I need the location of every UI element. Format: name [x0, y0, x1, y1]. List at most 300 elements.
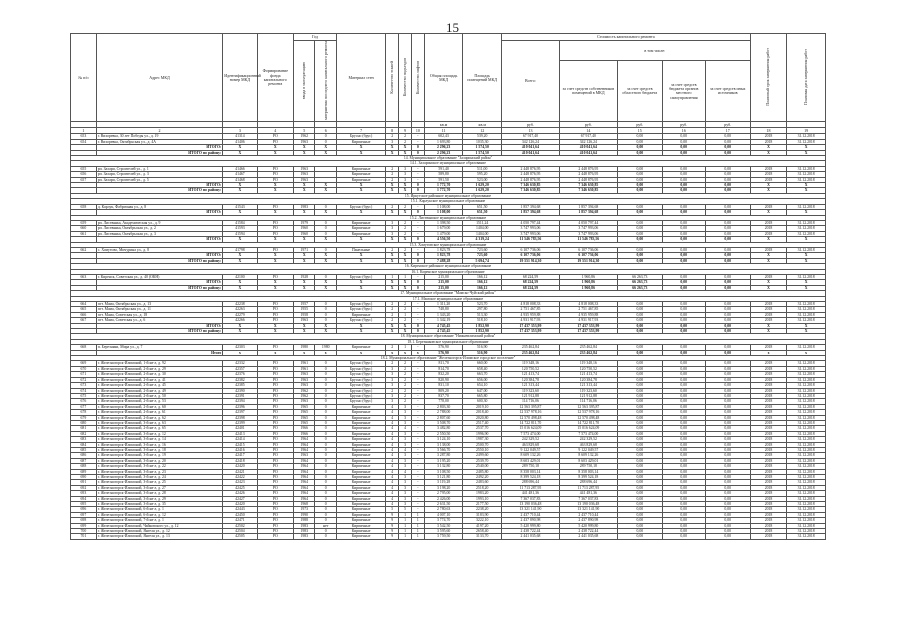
table-cell: 342 126,24	[502, 139, 560, 144]
table-cell: РО	[257, 139, 293, 144]
table-cell: X	[315, 258, 336, 263]
table-cell: ИТОГО:	[96, 253, 223, 258]
table-cell: 0,00	[662, 529, 705, 534]
table-cell: 0,00	[662, 415, 705, 420]
table-cell: рп. Листвянка, Академическая ул., д. 9	[96, 220, 223, 225]
table-cell: 1963	[294, 399, 315, 404]
table-cell: 698	[71, 518, 97, 523]
table-cell: 121 313,44	[559, 383, 617, 388]
table-cell: 0,00	[617, 150, 662, 155]
table-cell: 2018	[750, 447, 786, 452]
table-cell: 3	[386, 139, 399, 144]
table-cell: Кирпичные	[336, 502, 385, 507]
table-cell: 0,00	[705, 507, 750, 512]
table-cell: X	[294, 145, 315, 150]
table-cell: X	[223, 183, 257, 188]
table-cell: 1 629,20	[463, 183, 502, 188]
table-cell: X	[399, 285, 412, 290]
table-cell: 1 823,78	[424, 247, 463, 252]
table-cell: X	[336, 285, 385, 290]
table-cell: 4 935 959,88	[559, 312, 617, 317]
table-cell: РО	[257, 491, 293, 496]
table-cell: 673	[71, 383, 97, 388]
table-cell: ИТОГО:	[96, 237, 223, 242]
table-cell: 2018	[750, 388, 786, 393]
table-cell: 2	[399, 220, 412, 225]
table-cell: 121 912,88	[502, 393, 560, 398]
table-cell: 0,00	[662, 204, 705, 209]
table-cell: 3222,10	[463, 518, 502, 523]
table-cell: 0,00	[662, 166, 705, 171]
table-cell: пгт. Мама, Советская ул., д. 18	[96, 312, 223, 317]
table-cell: -	[411, 507, 424, 512]
table-cell: РО	[257, 458, 293, 463]
table-cell: 31.12.2018	[787, 529, 826, 534]
table-cell: руб.	[662, 122, 705, 128]
table-cell: 2020,80	[463, 415, 502, 420]
table-cell: -	[411, 361, 424, 366]
table-cell: 14 722 811,70	[502, 420, 560, 425]
table-cell: 658,40	[463, 366, 502, 371]
table-cell: 647,00	[463, 388, 502, 393]
table-cell: 2 438 722,44	[502, 529, 560, 534]
table-cell: 0,00	[662, 274, 705, 279]
table-cell: 9	[386, 512, 399, 517]
table-cell: X	[399, 323, 412, 328]
table-cell: 0,00	[662, 507, 705, 512]
table-cell: 723,60	[463, 247, 502, 252]
table-cell: 41798	[223, 247, 257, 252]
table-cell: 4	[386, 475, 399, 480]
table-cell: 3 595,60	[424, 529, 463, 534]
table-cell: 1993,10	[463, 496, 502, 501]
table-cell: Брусно (брус)	[336, 388, 385, 393]
table-cell: 656,00	[463, 377, 502, 382]
table-cell: 2018	[750, 496, 786, 501]
table-cell: 1983	[294, 523, 315, 528]
table-cell: РО	[257, 318, 293, 323]
table-cell: 410 041,64	[502, 145, 560, 150]
table-cell: 0,00	[617, 475, 662, 480]
table-cell: 3 566,70	[424, 447, 463, 452]
table-cell: X	[257, 237, 293, 242]
table-cell: Кирпичные	[336, 437, 385, 442]
table-cell: 699	[71, 523, 97, 528]
table-cell: X	[787, 285, 826, 290]
table-cell: х	[750, 350, 786, 355]
table-cell: 694	[71, 496, 97, 501]
table-cell: 0,00	[617, 512, 662, 517]
table-cell: 31.12.2018	[787, 496, 826, 501]
table-cell: 1	[386, 274, 399, 279]
table-cell: Кирпичные	[336, 475, 385, 480]
table-cell: 31.12.2018	[787, 318, 826, 323]
table-cell: 1964	[294, 475, 315, 480]
table-cell: 0,00	[705, 134, 750, 139]
table-cell: 0,00	[617, 426, 662, 431]
table-cell: X	[399, 258, 412, 263]
table-cell: 8 358 003,14	[502, 469, 560, 474]
table-cell: 1971	[294, 247, 315, 252]
table-cell: 0,00	[617, 523, 662, 528]
table-cell: 0,00	[617, 312, 662, 317]
table-cell: 6 107 736,06	[559, 247, 617, 252]
table-cell: X	[787, 253, 826, 258]
table-cell: 0,00	[662, 404, 705, 409]
table-cell: 2 441 035,68	[502, 534, 560, 539]
table-cell: 0,00	[662, 534, 705, 539]
table-cell: 41594	[223, 231, 257, 236]
table-cell: Брусно (брус)	[336, 302, 385, 307]
table-cell: 42443	[223, 507, 257, 512]
table-cell: 42471	[223, 518, 257, 523]
table-cell: 42394	[223, 399, 257, 404]
table-cell: 0	[315, 475, 336, 480]
table-cell: 42417	[223, 453, 257, 458]
table-cell: 2018	[750, 226, 786, 231]
table-cell: 2 448 876,95	[502, 172, 560, 177]
table-cell: 688	[71, 464, 97, 469]
table-cell: 410 041,64	[559, 145, 617, 150]
header-cost: Стоимость капитального ремонта	[502, 34, 751, 41]
table-cell: 114 716,06	[502, 399, 560, 404]
table-cell: -	[411, 377, 424, 382]
table-cell: -	[411, 139, 424, 144]
table-cell: 0,00	[705, 226, 750, 231]
table-cell: г. Железногорск-Илимский, 3-й кв-л, д. 16	[96, 442, 223, 447]
table-cell: 1964	[294, 458, 315, 463]
table-cell: X	[386, 210, 399, 215]
table-cell: 2	[386, 166, 399, 171]
header-incl: в том числе:	[559, 41, 750, 61]
table-cell: 0,00	[617, 485, 662, 490]
table-cell: г. Железногорск-Илимский, 3-й кв-л, д. 12	[96, 431, 223, 436]
table-cell: 2483,60	[463, 480, 502, 485]
table-cell: 8 399 524,18	[559, 475, 617, 480]
table-cell: 660	[71, 226, 97, 231]
table-cell: г. Железногорск-Илимский, 3-й кв-л, д. 19	[96, 453, 223, 458]
table-cell: X	[750, 150, 786, 155]
table-cell: 289 750,18	[559, 464, 617, 469]
table-cell: 5	[386, 507, 399, 512]
table-cell: 0,00	[705, 366, 750, 371]
table-cell: 31.12.2018	[787, 399, 826, 404]
table-cell: 0,00	[617, 372, 662, 377]
table-cell: 2517,40	[463, 420, 502, 425]
table-cell: 2	[399, 134, 412, 139]
table-cell: 576,90	[424, 345, 463, 350]
table-cell: 2539,70	[463, 458, 502, 463]
table-cell: 654	[71, 139, 97, 144]
table-cell: X	[336, 145, 385, 150]
table-cell: -	[411, 204, 424, 209]
table-cell: 3	[399, 415, 412, 420]
table-cell: 0,00	[705, 210, 750, 215]
table-cell: 2018	[750, 274, 786, 279]
table-cell: 0	[315, 220, 336, 225]
table-cell: 166,12	[463, 274, 502, 279]
table-cell: X	[294, 258, 315, 263]
table-cell: 3 508,70	[424, 420, 463, 425]
table-cell: 0,00	[705, 139, 750, 144]
table-cell: X	[399, 253, 412, 258]
table-cell: 42421	[223, 469, 257, 474]
table-cell: 17 437 353,99	[502, 329, 560, 334]
table-cell: 1 343,20	[424, 312, 463, 317]
table-cell: 2	[386, 318, 399, 323]
table-cell: 2177,50	[463, 502, 502, 507]
table-cell: 1	[411, 518, 424, 523]
table-cell: 2	[399, 372, 412, 377]
table-cell: 2492,20	[463, 475, 502, 480]
table-cell: X	[399, 183, 412, 188]
table-cell: Брусно (брус)	[336, 393, 385, 398]
table-cell: X	[399, 237, 412, 242]
table-cell: 0	[315, 399, 336, 404]
table-cell: 2	[399, 393, 412, 398]
table-cell: 121 413,74	[502, 372, 560, 377]
page-number: 15	[446, 20, 459, 35]
table-cell: -	[411, 372, 424, 377]
table-cell: 1983,20	[463, 491, 502, 496]
table-cell: 0,00	[617, 415, 662, 420]
section-title: 17. Муниципальное образование "Мамско-Чуйский район"	[71, 291, 826, 296]
table-cell: 1 960,86	[559, 280, 617, 285]
table-cell: Кирпичные	[336, 345, 385, 350]
table-cell: 0,00	[705, 480, 750, 485]
table-cell: 1966	[294, 426, 315, 431]
table-cell: 11 546 783,56	[502, 237, 560, 242]
table-cell: Брусно (брус)	[336, 134, 385, 139]
table-cell: РО	[257, 231, 293, 236]
table-cell: 3	[386, 366, 399, 371]
table-cell: 3 195,20	[424, 458, 463, 463]
table-cell: 0,00	[705, 280, 750, 285]
table-cell: 0,00	[705, 437, 750, 442]
table-cell: 1	[411, 529, 424, 534]
header-entrances: Количество подъездов	[399, 34, 412, 122]
table-cell: г. Железногорск-Илимский, 2-й кв-л, д. 49	[96, 388, 223, 393]
table-cell: 2018	[750, 372, 786, 377]
table-cell: 0	[315, 431, 336, 436]
table-cell: РО	[257, 312, 293, 317]
table-cell: РО	[257, 426, 293, 431]
table-cell: 0,00	[662, 258, 705, 263]
table-cell: 120 384,78	[559, 377, 617, 382]
table-cell: х	[787, 350, 826, 355]
header-material: Материал стен	[336, 34, 385, 122]
table-cell: 31.12.2018	[787, 312, 826, 317]
table-cell: X	[257, 323, 293, 328]
table-cell: 0,00	[705, 172, 750, 177]
table-cell: 3 138,00	[424, 442, 463, 447]
table-cell: 31.12.2018	[787, 388, 826, 393]
table-cell: X	[336, 323, 385, 328]
table-cell: 31.12.2018	[787, 177, 826, 182]
table-cell: 42505	[223, 534, 257, 539]
table-cell: 31.12.2018	[787, 431, 826, 436]
table-cell: 3 198,20	[424, 485, 463, 490]
table-cell: Кирпичные	[336, 447, 385, 452]
table-cell: 31.12.2018	[787, 410, 826, 415]
table-cell: 0,00	[662, 496, 705, 501]
table-cell: 1990	[294, 512, 315, 517]
table-cell: 1 679,00	[424, 226, 463, 231]
table-cell: 1404,00	[463, 226, 502, 231]
table-cell: 4 556,50	[424, 237, 463, 242]
table-cell: 1511,24	[463, 220, 502, 225]
table-cell: 13 190 036,48	[502, 502, 560, 507]
table-cell: 17 437 353,99	[502, 323, 560, 328]
table-cell: 1983	[294, 534, 315, 539]
table-cell: 2	[399, 139, 412, 144]
header-total: Всего:	[502, 41, 560, 122]
table-cell: 0,00	[617, 388, 662, 393]
table-cell: 42415	[223, 442, 257, 447]
table-cell: -	[411, 442, 424, 447]
table-cell: -	[411, 345, 424, 350]
table-cell: 3	[399, 475, 412, 480]
table-cell: 1980	[294, 345, 315, 350]
table-cell: 68 224,59	[502, 285, 560, 290]
table-cell: Брусно (брус)	[336, 377, 385, 382]
table-cell: 11 546 783,56	[559, 237, 617, 242]
table-cell: г. Железногорск-Илимский, 2-й кв-л, д. 62	[96, 415, 223, 420]
table-cell: РО	[257, 302, 293, 307]
table-cell: 2	[386, 134, 399, 139]
table-cell: 690	[71, 475, 97, 480]
table-cell: 1964	[294, 485, 315, 490]
table-cell: 675	[71, 393, 97, 398]
table-cell: 0,00	[662, 437, 705, 442]
table-cell: 651,50	[463, 204, 502, 209]
table-cell: 42332	[223, 361, 257, 366]
table-cell: X	[294, 285, 315, 290]
table-cell: 8 358 003,14	[559, 469, 617, 474]
table-cell: 670	[71, 366, 97, 371]
table-cell: -	[411, 274, 424, 279]
table-cell: 289 750,18	[502, 464, 560, 469]
table-cell: 589,80	[424, 172, 463, 177]
table-cell: 2 780,63	[424, 507, 463, 512]
table-cell: 0	[315, 447, 336, 452]
table-cell: 3 542,50	[424, 523, 463, 528]
table-cell: 692	[71, 485, 97, 490]
table-cell: 0	[315, 502, 336, 507]
table-cell: 0,00	[705, 491, 750, 496]
table-cell: 4	[386, 420, 399, 425]
table-cell: 0,00	[662, 388, 705, 393]
table-cell: 3	[399, 172, 412, 177]
table-cell: X	[223, 285, 257, 290]
table-cell: 2018	[750, 361, 786, 366]
table-cell: 2 448 876,95	[559, 177, 617, 182]
table-cell: 1964	[294, 480, 315, 485]
table-cell: 10	[411, 128, 424, 134]
table-cell: рп. Листвянка, Октябрьская ул., д. 3	[96, 231, 223, 236]
table-cell: 0,00	[617, 172, 662, 177]
table-cell: РО	[257, 377, 293, 382]
table-cell: 41314	[223, 134, 257, 139]
table-cell: 0,00	[662, 323, 705, 328]
table-cell: Кирпичные	[336, 512, 385, 517]
table-cell: 1963	[294, 172, 315, 177]
table-cell: 0,00	[705, 318, 750, 323]
header-other: за счет средств иных источников	[705, 61, 750, 122]
table-cell: 13 321 141,90	[502, 507, 560, 512]
table-cell: Итого	[96, 350, 223, 355]
table-cell: 2018	[750, 453, 786, 458]
table-cell: 0	[315, 420, 336, 425]
table-cell: 814,70	[424, 366, 463, 371]
table-cell: 0	[315, 534, 336, 539]
table-cell: 1962	[294, 388, 315, 393]
table-cell: 2540,00	[463, 464, 502, 469]
table-cell: X	[336, 237, 385, 242]
table-cell: -	[411, 437, 424, 442]
table-cell: 4	[386, 410, 399, 415]
table-cell: 1 852,90	[463, 329, 502, 334]
table-cell: 0,00	[617, 458, 662, 463]
table-cell: рп. Залари, Строителей ул., д. 5	[96, 177, 223, 182]
table-cell: 2018	[750, 480, 786, 485]
table-cell: 0,00	[705, 204, 750, 209]
table-cell: 120 750,52	[502, 366, 560, 371]
table-cell: 215,00	[424, 274, 463, 279]
table-cell: 2 751 467,85	[502, 307, 560, 312]
table-cell: 31.12.2018	[787, 377, 826, 382]
table-cell: кв.м	[424, 122, 463, 128]
table-cell: -	[411, 226, 424, 231]
table-cell: 654,10	[463, 383, 502, 388]
table-cell: 7	[336, 128, 385, 134]
table-cell: г. Железногорск-Илимский, 2-й кв-л, д. 41	[96, 377, 223, 382]
table-cell: 657	[71, 177, 97, 182]
table-cell: 0	[411, 188, 424, 193]
table-cell: 518,10	[463, 318, 502, 323]
table-cell: 2 437 710,44	[559, 512, 617, 517]
table-cell: РО	[257, 518, 293, 523]
table-cell: 2658,40	[463, 529, 502, 534]
table-cell: 119 348,16	[502, 361, 560, 366]
table-cell: -	[411, 420, 424, 425]
table-cell: 1 772,70	[424, 188, 463, 193]
table-cell: 1	[399, 274, 412, 279]
table-cell: 31.12.2018	[787, 518, 826, 523]
table-cell: 41584	[223, 220, 257, 225]
table-cell: х	[294, 350, 315, 355]
table-cell: X	[223, 188, 257, 193]
table-cell: 3	[223, 128, 257, 134]
table-cell: 5 420 999,80	[559, 523, 617, 528]
table-cell: 1963	[294, 139, 315, 144]
table-cell: X	[257, 183, 293, 188]
table-cell: Кирпичные	[336, 404, 385, 409]
table-cell: РО	[257, 220, 293, 225]
table-cell: 31.12.2018	[787, 420, 826, 425]
table-cell: 0,00	[662, 237, 705, 242]
table-cell: 0,00	[705, 220, 750, 225]
table-cell: 0,00	[662, 491, 705, 496]
table-cell: 0	[315, 307, 336, 312]
table-cell: 2018	[750, 302, 786, 307]
table-cell: 0,00	[617, 518, 662, 523]
header-owners: за счет средств собственников помещений в МКД	[559, 61, 617, 122]
table-cell: 15 016 624,09	[502, 426, 560, 431]
table-cell: 8 609 132,26	[502, 453, 560, 458]
table-cell: 12 537 978,16	[559, 410, 617, 415]
table-cell: г. Железногорск-Илимский, 3-й кв-л, д. 14	[96, 437, 223, 442]
